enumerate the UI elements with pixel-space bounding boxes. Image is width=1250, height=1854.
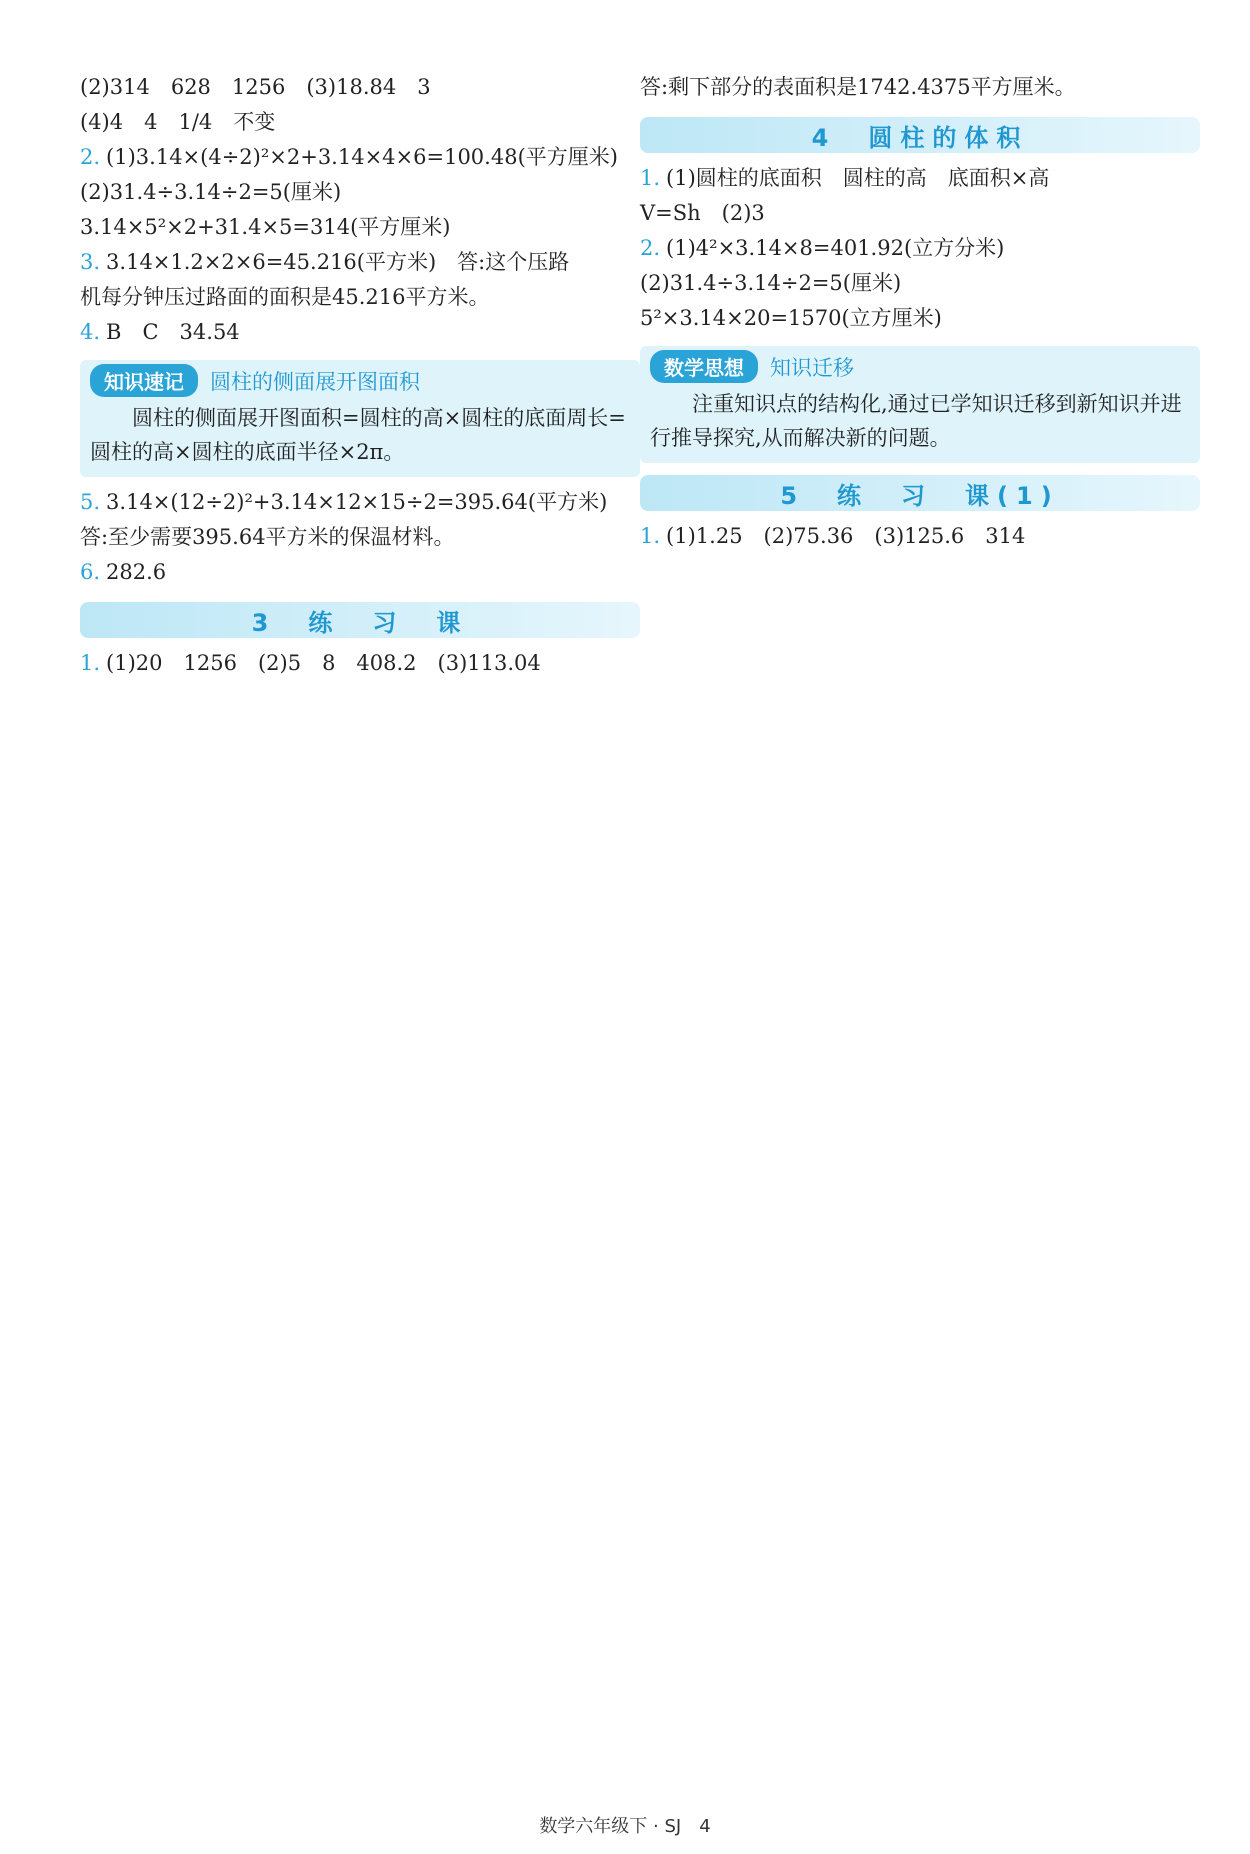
left-column: (2)314 628 1256 (3)18.84 3 (4)4 4 1/4 不变 2. (1)3.14×(4÷2)²×2+3.14×4×6=100.48(平方厘米) (2)31.4÷3.14÷2=5(厘米) 3.14×5²×2+31.4×5=314(平方厘米) 3. 3.14×1.2×2×6=45.216(平方米) 答:这个压路 机每分钟压过路面的面积是45.216平方米。 4. B C 34.54 知识速记 圆柱的侧面展开图面积 圆柱的侧面展开图面积=圆柱的高×圆柱的底面周长=圆柱的高×圆柱的底面半径×2π。 5. 3.14×(12÷2)²+3.14×12×15÷2=395.64(平方米) 答:至少需要395.64平方米的保温材料。 6. 282.6 3 练 习 课 1. (1)20 1256 (2)5 8 408.2 (3)113.04 — [80, 70, 640, 681]
answer-line: (4)4 4 1/4 不变 — [80, 110, 276, 134]
answer-line: 机每分钟压过路面的面积是45.216平方米。 — [80, 285, 490, 309]
answer-text: 282.6 — [106, 560, 167, 584]
right-column: 答:剩下部分的表面积是1742.4375平方厘米。 4 圆柱的体积 1. (1)圆柱的底面积 圆柱的高 底面积×高 V=Sh (2)3 2. (1)4²×3.14×8=401.92(立方分米) (2)31.4÷3.14÷2=5(厘米) 5²×3.14×20=1570(立方厘米) 数学思想 知识迁移 注重知识点的结构化,通过已学知识迁移到新知识并进行推导探究,从而解决新的问题。 5 练 习 课(1) 1. (1)1.25 (2)75.36 (3)125.6 314 — [640, 70, 1200, 554]
math-thinking-title: 知识迁移 — [770, 355, 854, 380]
answer-text: 3.14×1.2×2×6=45.216(平方米) 答:这个压路 — [106, 250, 570, 274]
answer-text: (1)3.14×(4÷2)²×2+3.14×4×6=100.48(平方厘米) — [106, 145, 618, 169]
answer-line: 答:剩下部分的表面积是1742.4375平方厘米。 — [640, 75, 1076, 99]
section-banner: 3 练 习 课 — [80, 602, 640, 638]
math-thinking-text: 注重知识点的结构化,通过已学知识迁移到新知识并进行推导探究,从而解决新的问题。 — [650, 392, 1182, 450]
answer-text: 3.14×(12÷2)²+3.14×12×15÷2=395.64(平方米) — [106, 490, 608, 514]
section-banner: 4 圆柱的体积 — [640, 117, 1200, 153]
answer-line: (2)31.4÷3.14÷2=5(厘米) — [640, 271, 902, 295]
answer-text: B C 34.54 — [106, 320, 240, 344]
section-banner: 5 练 习 课(1) — [640, 475, 1200, 511]
answer-line: V=Sh (2)3 — [640, 201, 765, 225]
answer-line: (2)314 628 1256 (3)18.84 3 — [80, 75, 431, 99]
math-thinking-tag: 数学思想 — [650, 350, 758, 383]
knowledge-box — [80, 360, 640, 477]
knowledge-title: 圆柱的侧面展开图面积 — [210, 369, 420, 394]
answer-text: (1)4²×3.14×8=401.92(立方分米) — [666, 236, 1005, 260]
knowledge-tag: 知识速记 — [90, 364, 198, 397]
answer-line: 答:至少需要395.64平方米的保温材料。 — [80, 525, 455, 549]
math-thinking-box — [640, 346, 1200, 463]
answer-line: 3.14×5²×2+31.4×5=314(平方厘米) — [80, 215, 451, 239]
answer-text: (1)1.25 (2)75.36 (3)125.6 314 — [666, 524, 1026, 548]
page-footer: 数学六年级下 · SJ 4 — [539, 1816, 711, 1837]
knowledge-text: 圆柱的侧面展开图面积=圆柱的高×圆柱的底面周长=圆柱的高×圆柱的底面半径×2π。 — [90, 406, 626, 464]
answer-line: (2)31.4÷3.14÷2=5(厘米) — [80, 180, 342, 204]
answer-text: (1)圆柱的底面积 圆柱的高 底面积×高 — [666, 166, 1050, 190]
answer-line: 5²×3.14×20=1570(立方厘米) — [640, 306, 942, 330]
answer-text: (1)20 1256 (2)5 8 408.2 (3)113.04 — [106, 651, 541, 675]
